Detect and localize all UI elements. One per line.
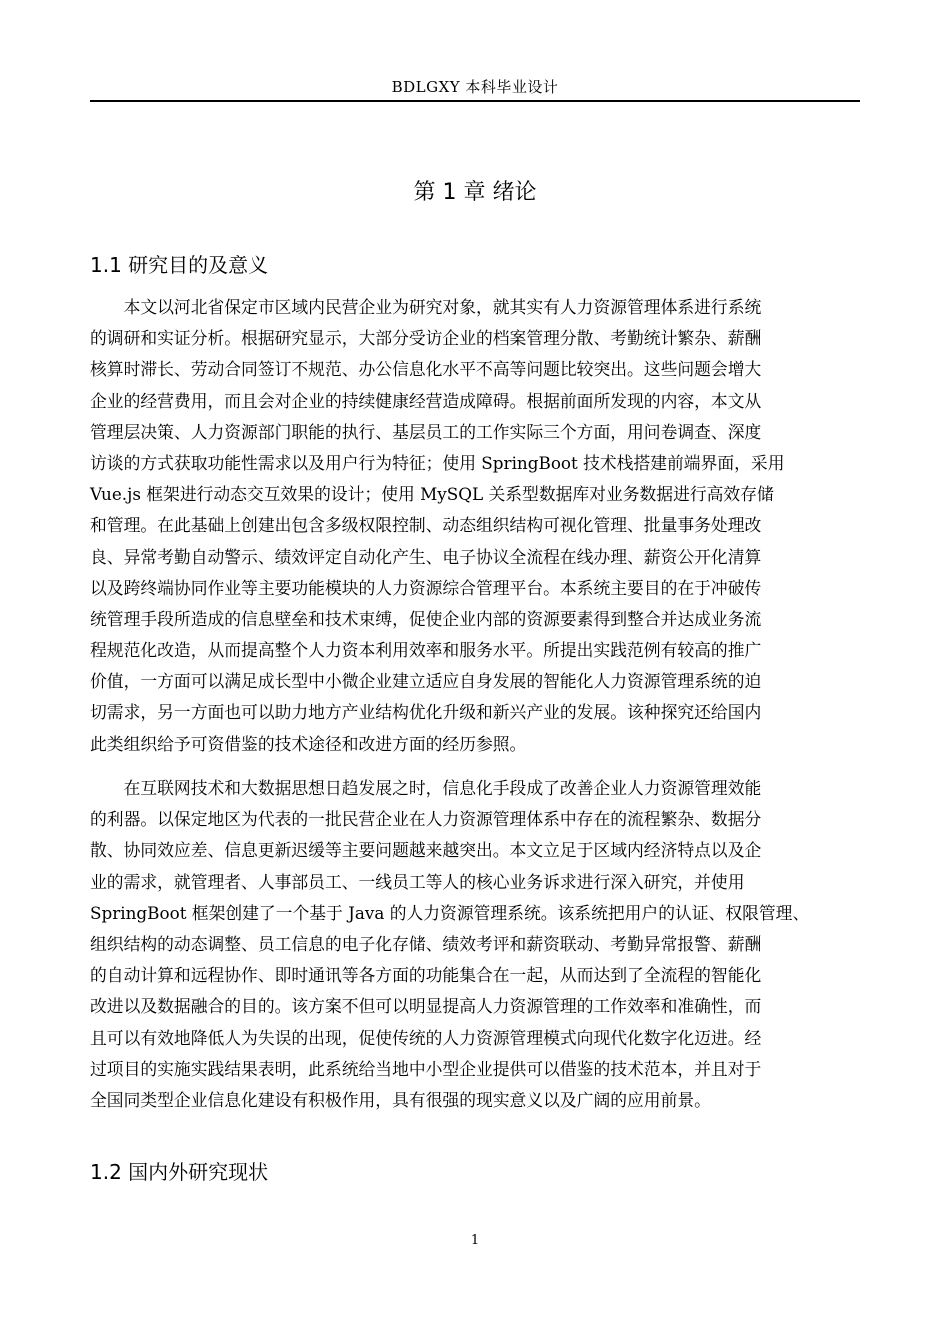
paragraph-line: 全国同类型企业信息化建设有积极作用，具有很强的现实意义以及广阔的应用前景。	[90, 1089, 711, 1110]
paragraph-line: 以及跨终端协同作业等主要功能模块的人力资源综合管理平台。本系统主要目的在于冲破传	[90, 577, 762, 598]
paragraph-line: 业的需求，就管理者、人事部员工、一线员工等人的核心业务诉求进行深入研究，并使用	[90, 871, 745, 892]
page-header: BDLGXY 本科毕业设计	[391, 78, 559, 96]
paragraph-line: 核算时滞长、劳动合同签订不规范、办公信息化水平不高等问题比较突出。这些问题会增大	[90, 359, 762, 380]
paragraph-line: 的利器。以保定地区为代表的一批民营企业在人力资源管理体系中存在的流程繁杂、数据分	[90, 809, 762, 830]
paragraph-line: 访谈的方式获取功能性需求以及用户行为特征；使用 SpringBoot 技术栈搭建前端界面，采用	[90, 452, 785, 473]
paragraph-line: 改进以及数据融合的目的。该方案不但可以明显提高人力资源管理的工作效率和准确性，而	[90, 996, 762, 1017]
paragraph-line: 价值，一方面可以满足成长型中小微企业建立适应自身发展的智能化人力资源管理系统的迫	[90, 671, 762, 692]
paragraph-line: 良、异常考勤自动警示、绩效评定自动化产生、电子协议全流程在线办理、薪资公开化清算	[90, 546, 762, 567]
paragraph-line: 企业的经营费用，而且会对企业的持续健康经营造成障碍。根据前面所发现的内容，本文从	[90, 390, 762, 411]
paragraph-line: Vue.js 框架进行动态交互效果的设计；使用 MySQL 关系型数据库对业务数据进行高效存储	[90, 484, 774, 505]
paragraph-line: 切需求，另一方面也可以助力地方产业结构优化升级和新兴产业的发展。该种探究还给国内	[90, 702, 762, 723]
paragraph-line: 的调研和实证分析。根据研究显示，大部分受访企业的档案管理分散、考勤统计繁杂、薪酬	[90, 328, 762, 349]
page-number: 1	[470, 1233, 480, 1248]
section-title-1-2: 1.2 国内外研究现状	[90, 1160, 269, 1184]
section-title-1-1: 1.1 研究目的及意义	[90, 253, 269, 277]
paragraph-line: 过项目的实施实践结果表明，此系统给当地中小型企业提供可以借鉴的技术范本，并且对于	[90, 1058, 762, 1079]
paragraph-line: 在互联网技术和大数据思想日趋发展之时，信息化手段成了改善企业人力资源管理效能	[90, 778, 762, 798]
paragraph-2	[90, 773, 860, 1116]
paragraph-line: 程规范化改造，从而提高整个人力资本利用效率和服务水平。所提出实践范例有较高的推广	[90, 640, 762, 661]
chapter-title: 第 1 章 绪论	[413, 180, 537, 205]
paragraph-line: 和管理。在此基础上创建出包含多级权限控制、动态组织结构可视化管理、批量事务处理改	[90, 515, 762, 536]
header-rule	[90, 100, 860, 102]
paragraph-line: 散、协同效应差、信息更新迟缓等主要问题越来越突出。本文立足于区域内经济特点以及企	[90, 840, 762, 861]
paragraph-line: 管理层决策、人力资源部门职能的执行、基层员工的工作实际三个方面，用问卷调查、深度	[90, 421, 762, 442]
paragraph-line: SpringBoot 框架创建了一个基于 Java 的人力资源管理系统。该系统把用户的认证、权限管理、	[90, 902, 810, 923]
paragraph-line: 统管理手段所造成的信息壁垒和技术束缚，促使企业内部的资源要素得到整合并达成业务流	[90, 608, 762, 629]
paragraph-1	[90, 292, 860, 760]
paragraph-line: 本文以河北省保定市区域内民营企业为研究对象，就其实有人力资源管理体系进行系统	[90, 297, 762, 317]
paragraph-line: 此类组织给予可资借鉴的技术途径和改进方面的经历参照。	[90, 733, 527, 754]
paragraph-line: 的自动计算和远程协作、即时通讯等各方面的功能集合在一起，从而达到了全流程的智能化	[90, 965, 762, 986]
paragraph-line: 组织结构的动态调整、员工信息的电子化存储、绩效考评和薪资联动、考勤异常报警、薪酬	[90, 933, 762, 954]
paragraph-line: 且可以有效地降低人为失误的出现，促使传统的人力资源管理模式向现代化数字化迈进。经	[90, 1027, 762, 1048]
